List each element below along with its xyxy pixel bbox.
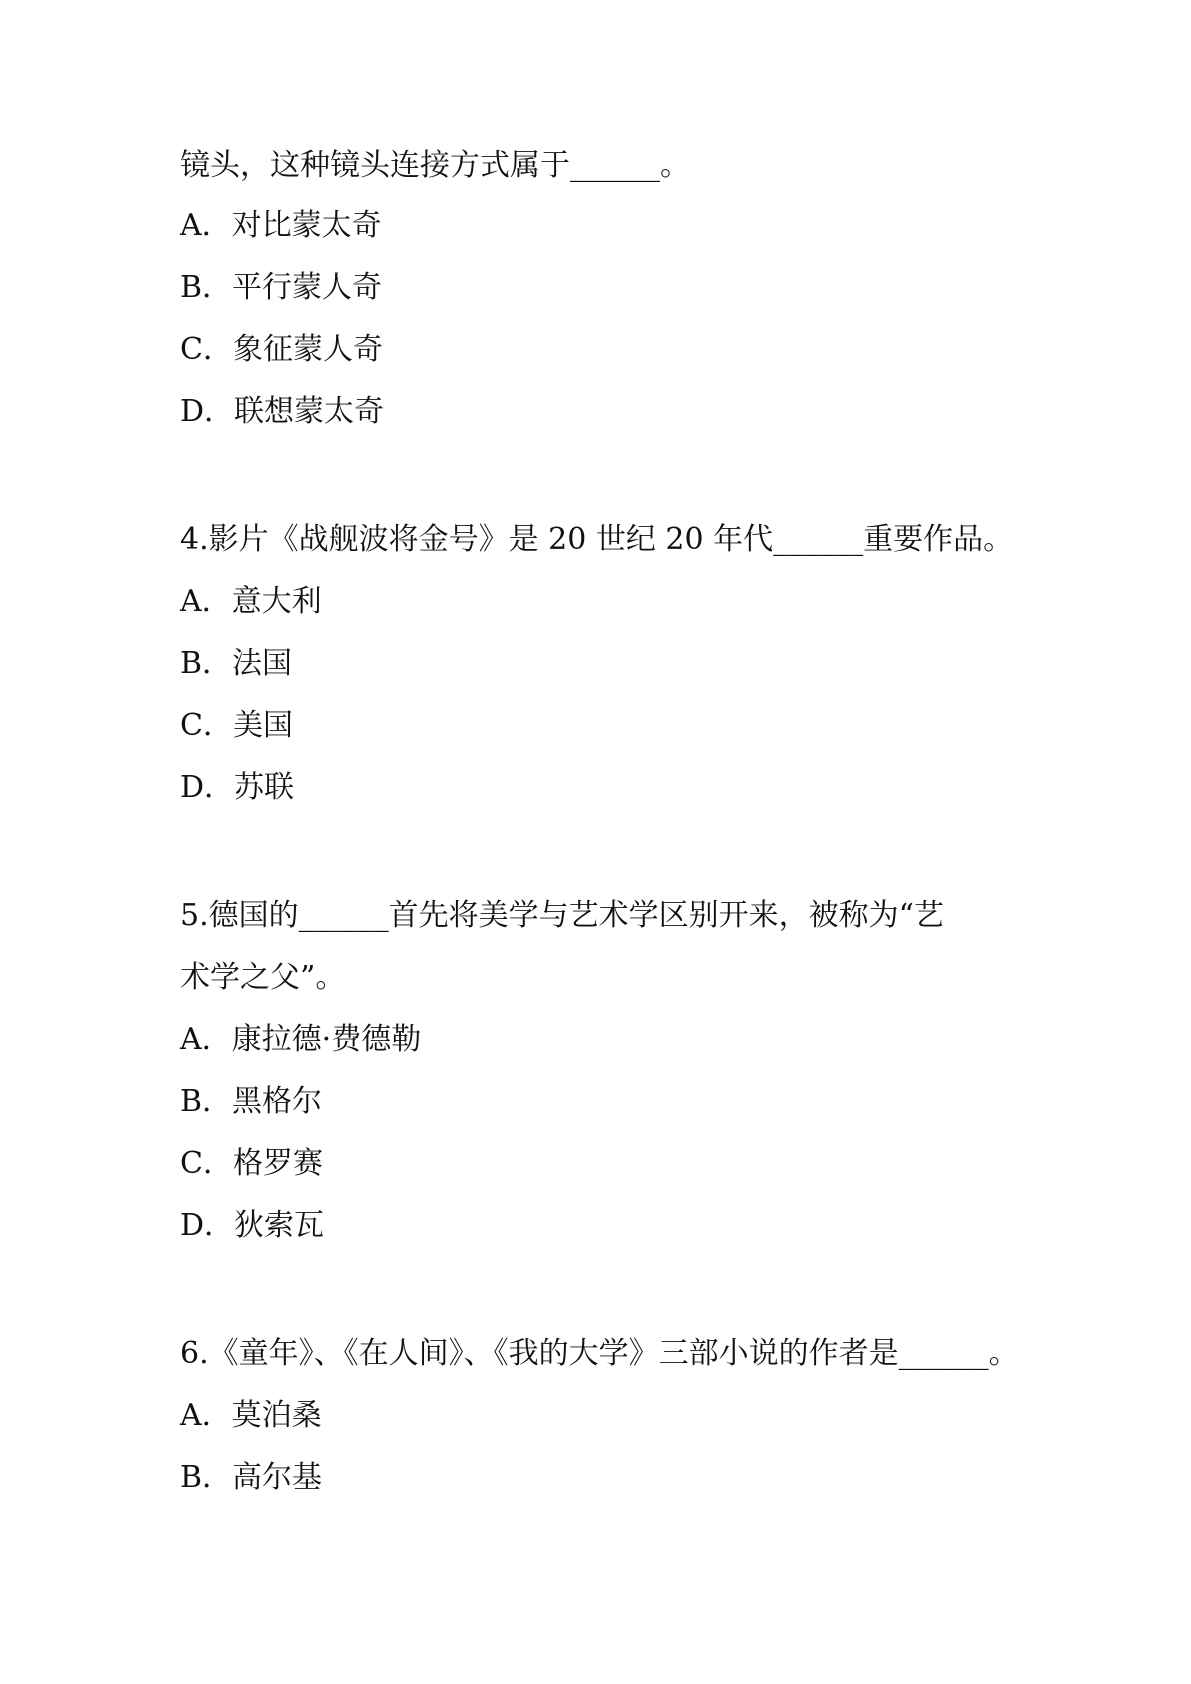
question-4-option-b: B．法国 [180,646,293,681]
question-6-option-a: A．莫泊桑 [180,1398,322,1433]
question-6-option-b: B．高尔基 [180,1460,323,1495]
question-3-option-a: A．对比蒙太奇 [180,208,382,243]
question-4-option-a: A．意大利 [180,584,322,619]
question-3-stem: 镜头，这种镜头连接方式属于______。 [180,148,690,183]
question-4-stem: 4.影片《战舰波将金号》是 20 世纪 20 年代______重要作品。 [180,522,1014,557]
question-5-option-d: D．狄索瓦 [180,1208,325,1243]
question-5-stem-line-2: 术学之父”。 [180,960,346,995]
question-5-option-a: A．康拉德·费德勒 [180,1022,422,1057]
question-3-option-b: B．平行蒙人奇 [180,270,383,305]
question-5-option-c: C．格罗赛 [180,1146,323,1181]
question-5-stem-line-1: 5.德国的______首先将美学与艺术学区别开来，被称为“艺 [180,898,944,933]
question-3-option-d: D．联想蒙太奇 [180,394,385,429]
question-4-option-c: C．美国 [180,708,293,743]
question-3-option-c: C．象征蒙人奇 [180,332,383,367]
question-6-stem: 6.《童年》、《在人间》、《我的大学》三部小说的作者是______。 [180,1336,1019,1371]
question-4-option-d: D．苏联 [180,770,295,805]
question-5-option-b: B．黑格尔 [180,1084,323,1119]
